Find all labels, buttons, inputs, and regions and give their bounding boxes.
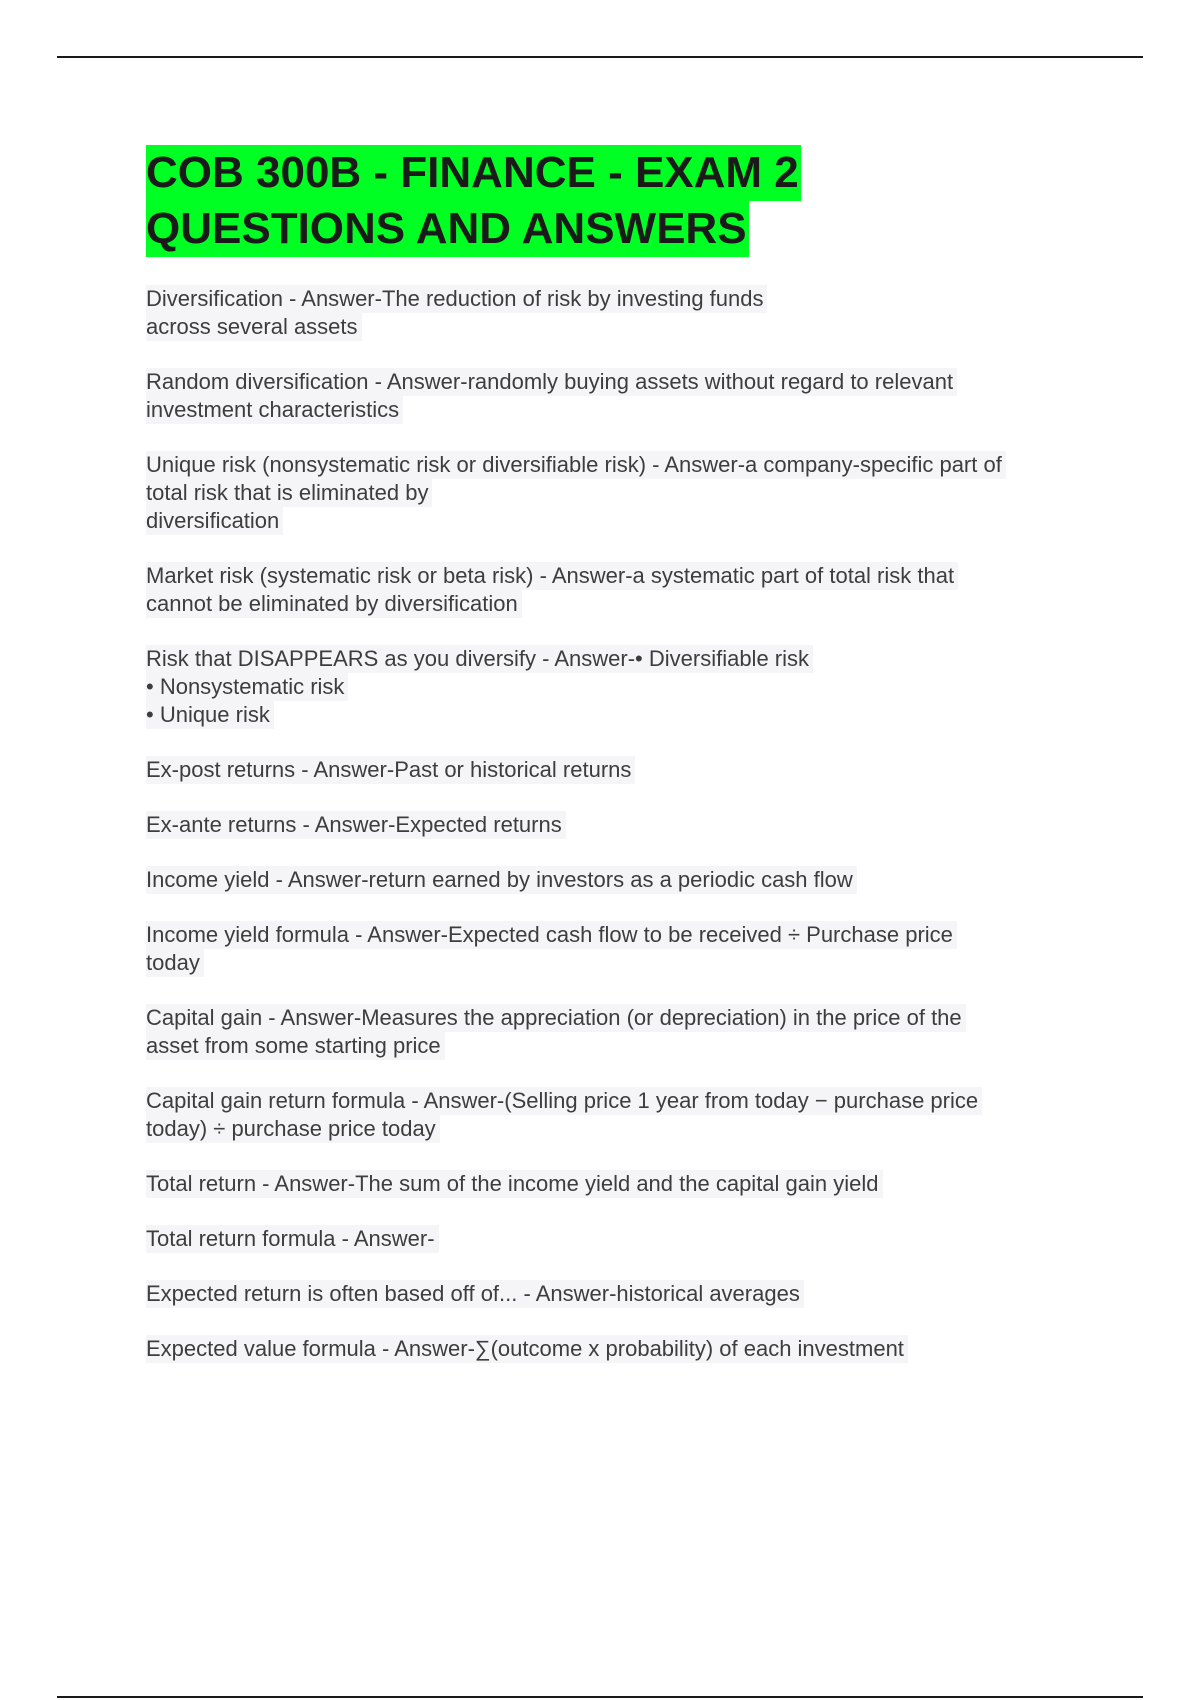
qa-entry [146,1004,1106,1060]
qa-entry-line: Total return - Answer-The sum of the income yield and the capital gain yield [146,1170,883,1198]
qa-entry-line: Ex-post returns - Answer-Past or historical returns [146,756,635,784]
qa-entry-line: Expected return is often based off of... - Answer-historical averages [146,1280,804,1308]
qa-entry-line: asset from some starting price [146,1032,445,1060]
title-line-1: COB 300B - FINANCE - EXAM 2 [146,145,801,201]
qa-entry [146,285,1106,341]
qa-entry-line: Random diversification - Answer-randomly buying assets without regard to relevant [146,368,957,396]
qa-entry [146,562,1106,618]
qa-entry [146,1225,1106,1253]
qa-entry [146,811,1106,839]
qa-entry-line: Total return formula - Answer- [146,1225,439,1253]
footer-divider [57,1696,1143,1698]
qa-entry-line: diversification [146,507,283,535]
qa-entry [146,368,1106,424]
qa-entry [146,921,1106,977]
qa-entry [146,1280,1106,1308]
qa-list [146,285,1106,1363]
qa-entry [146,1087,1106,1143]
qa-entry-line: Income yield - Answer-return earned by investors as a periodic cash flow [146,866,857,894]
qa-entry [146,1170,1106,1198]
qa-entry-line: Ex-ante returns - Answer-Expected returns [146,811,566,839]
qa-entry-line: Diversification - Answer-The reduction of risk by investing funds [146,285,767,313]
title-line-2: QUESTIONS AND ANSWERS [146,201,749,257]
qa-entry [146,866,1106,894]
qa-entry-line: investment characteristics [146,396,403,424]
qa-entry-line: today [146,949,204,977]
qa-entry [146,451,1106,535]
qa-entry-line: Unique risk (nonsystematic risk or diversifiable risk) - Answer-a company-specific part of [146,451,1006,479]
qa-entry [146,756,1106,784]
document-title [146,145,1106,257]
qa-entry-line: Income yield formula - Answer-Expected cash flow to be received ÷ Purchase price [146,921,957,949]
qa-entry-line: cannot be eliminated by diversification [146,590,522,618]
qa-entry-line: • Unique risk [146,701,274,729]
qa-entry-line: Risk that DISAPPEARS as you diversify - Answer-• Diversifiable risk [146,645,813,673]
qa-entry-line: today) ÷ purchase price today [146,1115,440,1143]
qa-entry-line: Capital gain - Answer-Measures the appreciation (or depreciation) in the price of the [146,1004,966,1032]
qa-entry-line: • Nonsystematic risk [146,673,348,701]
qa-entry-line: Capital gain return formula - Answer-(Selling price 1 year from today − purchase price [146,1087,982,1115]
qa-entry-line: across several assets [146,313,362,341]
qa-entry [146,1335,1106,1363]
qa-entry-line: Market risk (systematic risk or beta risk) - Answer-a systematic part of total risk that [146,562,958,590]
document-body [146,145,1106,1390]
header-divider [57,56,1143,58]
qa-entry-line: total risk that is eliminated by [146,479,432,507]
qa-entry-line: Expected value formula - Answer-∑(outcome x probability) of each investment [146,1335,908,1363]
qa-entry [146,645,1106,729]
